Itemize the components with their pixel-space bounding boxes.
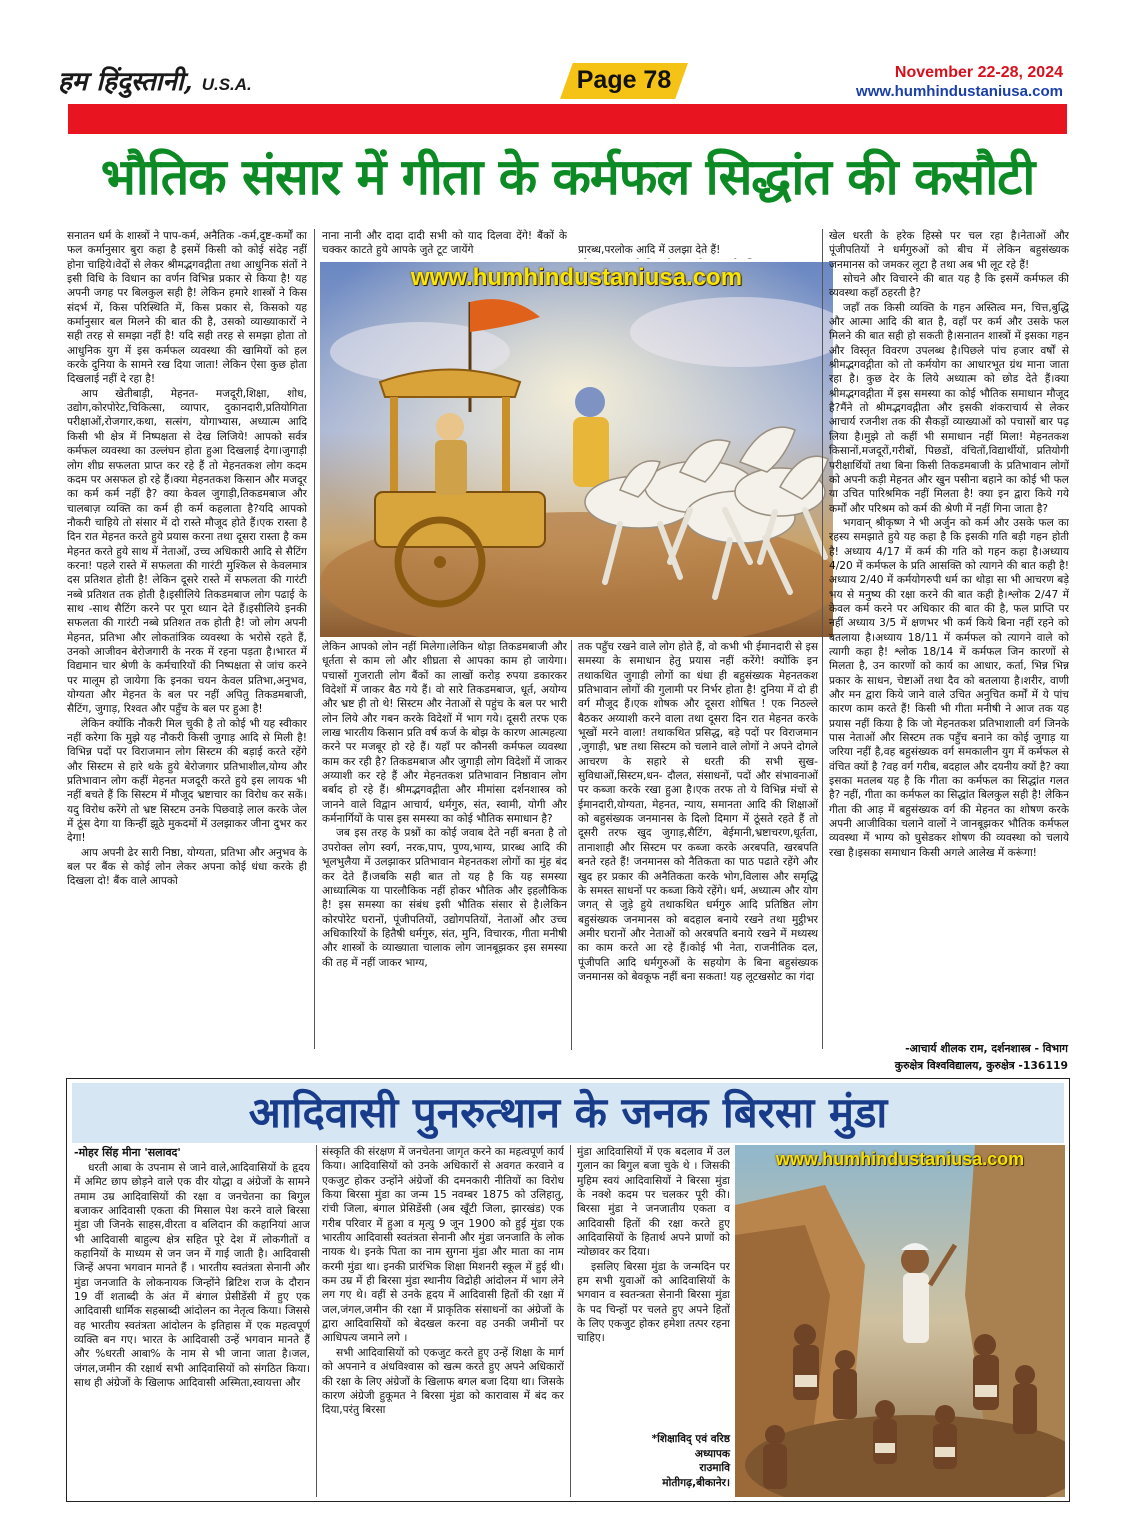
image-watermark: www.humhindustaniusa.com xyxy=(775,1149,1025,1169)
column-divider xyxy=(314,229,315,1049)
signature-line: *शिक्षाविद् एवं वरिष्ठ xyxy=(651,1433,730,1445)
paragraph: लेकिन आपको लोन नहीं मिलेगा।लेकिन थोड़ा तिकडमबाजी और धूर्तता से काम लो और शीघ्रता से आपका काम हो जायेगा। पचासों गुजराती लोग बैंकों का लाखों करोड़ रुपया डकारकर विदेशों में जाकर बैठ गये हैं। वो सारे तिकडमबाज, धूर्त, अयोग्य और भ्रष्ट ही तो थे! सिस्टम और नेताओं से पहुंच के बल पर भारी लोन लिये और गबन करके विदेशों में भाग गये। दूसरी तरफ एक लाख भारतीय किसान प्रति वर्ष कर्ज के बोझ के कारण आत्महत्या करने पर मजबूर हो रहे हैं। यहाँ पर कौनसी कर्मफल व्यवस्था काम कर रही है? तिकडमबाज और जुगाड़ी लोग विदेशों में जाकर अय्याशी कर रहे हैं और मेहनतकश प्रतिभावान निष्ठावान लोग बर्बाद हो रहे हैं। श्रीमद्भगवद्गीता और मीमांसा दर्शनशास्त्र को जानने वाले विद्वान आचार्य, धर्मगुरु, संत, स्वामी, योगी और कर्मनार्गियों के पास इस समस्या का कोई भौतिक समाधान है? xyxy=(322,641,567,826)
paragraph: भगवान् श्रीकृष्ण ने भी अर्जुन को कर्म और उसके फल का रहस्य समझाते हुये यह कहा है कि इसकी गति बड़ी गहन होती है! अध्याय 4/17 में कर्म की गति को गहन कहा है।अध्याय 4/20 में कर्मफल के प्रति आसक्ति को त्यागने की बात कही है! अध्याय 2/40 में कर्मयोगरुपी धर्म का थोड़ा सा भी आचरण बड़े भय से मनुष्य की रक्षा करने की बात कही है।श्लोक 2/47 में केवल कर्म करने पर अधिकार की बात की है, फल प्राप्ति पर नहीं अध्याय 3/5 में क्षणभर भी कर्म किये बिना नहीं रहने को बतलाया है।अध्याय 18/11 में कर्मफल को त्यागने वाले को त्यागी कहा है! श्लोक 18/14 में कर्मफल जिन कारणों से मिलता है, उन कारणों को कार्य का आधार, कर्ता, भिन्न भिन्न प्रकार के साधन, चेष्टाओं तथा दैव को बतलाया है।शरीर, वाणी और मन द्वारा किये जाने वाले उचित अनुचित कर्मों में ये पांच कारण काम करते हैं! किसी भी गीता मनीषी ने आज तक यह प्रयास नहीं किया है कि जो मेहनतकश प्रतिभाशाली वर्ग जिनके पास नेताओं और सिस्टम तक पहुँच बनाने का कोई जुगाड़ या जरिया नहीं है,वह बहुसंख्यक वर्ग समकालीन युग में कर्मफल से वंचित क्यों है ?वह वर्ग गरीब, बदहाल और दयनीय क्यों है? क्या इसका मतलब यह है कि गीता का कर्मफल का सिद्धांत गलत है? नहीं, गीता का कर्मफल का सिद्धांत बिलकुल सही है! लेकिन गीता की आड़ में बहुसंख्यक वर्ग की मेहनत का शोषण करके अपनी आजीविका चलाने वालों ने जानबूझकर भौतिक कर्मफल व्यवस्था में भाग्य को घुसेडकर शोषण की व्यवस्था को चलाये रखा है।इसका समाधान किसी अगले आलेख में करूंगा! xyxy=(829,516,1069,859)
paragraph: आप अपनी ढेर सारी निष्ठा, योग्यता, प्रतिभा और अनुभव के बल पर बैंक से कोई लोन लेकर अपना कोई धंधा करके ही दिखला दो! बैंक वाले आपको xyxy=(67,846,307,888)
image-watermark: www.humhindustaniusa.com xyxy=(410,264,743,291)
article2-headline: आदिवासी पुनरुत्थान के जनक बिरसा मुंडा xyxy=(248,1088,888,1137)
krishna-arjuna-chariot-image xyxy=(320,262,833,637)
paragraph: मुंडा आदिवासियों में एक बदलाव में उल गुलान का बिगुल बजा चुके थे । जिसकी मुहिम स्वयं आदिवासियों ने बिरसा मुंडा के नक्शे कदम पर चलकर पूरी की। बिरसा मुंडा ने जनजातीय एकता व आदिवासी हितों की रक्षा करते हुए आदिवासियों के हितार्थ अपने प्राणों को न्योछावर कर दिया। xyxy=(577,1146,730,1259)
article1-column-2-top xyxy=(322,229,567,259)
website-url[interactable]: www.humhindustaniusa.com xyxy=(856,83,1063,100)
paragraph: संस्कृति की संरक्षण में जनचेतना जागृत करने का महत्वपूर्ण कार्य किया। आदिवासियों को उनके अधिकारों से अवगत करवाने व एकजुट होकर उन्होंने अंग्रेजों की दमनकारी नीतियों का विरोध किया बिरसा मुंडा का जन्म 15 नवम्बर 1875 को उलिहातु, रांची जिला, बंगाल प्रेसिडेंसी (अब खूँटी जिला, झारखंड) एक गरीब परिवार में हुआ व मृत्यु 9 जून 1900 को हुई मुंडा एक भारतीय आदिवासी स्वतंत्रता सेनानी और मुंडा जनजाति के लोक नायक थे। इनके पिता का नाम सुगना मुंडा और माता का नाम करमी मुंडा था। इनकी प्रारंभिक शिक्षा मिशनरी स्कूल में हुई थी। कम उम्र में ही बिरसा मुंडा स्थानीय विद्रोही आंदोलन में भाग लेने लग गए थे। वहीं से उनके हृदय में आदिवासी हितों की रक्षा में जल,जंगल,जमीन की रक्षा में प्राकृतिक संसाधनों का अंग्रेजों के द्वारा आदिवासियों को बेदखल करना वह उनकी जमीनों पर आधिपत्य जमाने लगे । xyxy=(322,1146,564,1345)
paragraph: लेकिन क्योंकि नौकरी मिल चुकी है तो कोई भी यह स्वीकार नहीं करेगा कि मुझे यह नौकरी किसी जुगाड़ आदि से मिली है! विभिन्न पदों पर विराजमान लोग सिस्टम की बड़ाई करते रहेंगे और सिस्टम से हारे थके हुये बेरोजगार प्रतिभाशील,योग्य और प्रतिभावान लोग कहीं मेहनत मजदूरी करते हुये इस लायक भी नहीं बचते हैं कि सिस्टम में मौजूद भ्रष्टाचार का विरोध कर सकें।यदु विरोध करेंगे तो भ्रष्ट सिस्टम उनके पिछवाड़े लाल करके जेल में ठूंस देगा या किन्हीं झूठे मुकदमों में उलझाकर जीना दुभर कर देगा! xyxy=(67,717,307,845)
paragraph: धरती आबा के उपनाम से जाने वाले,आदिवासियों के हृदय में अमिट छाप छोड़ने वाले एक वीर योद्धा व अंग्रेजों के सामने तमाम उम्र आदिवासियों की रक्षा व जनचेतना का बिगुल बजाकर आदिवासी एकता की मिसाल पेश करने वाले बिरसा मुंडा जी जिनके साहस,वीरता व बलिदान की कहानियां आज भी आदिवासी बाहुल्य क्षेत्र सहित पूरे देश में लोकगीतों व कहानियों के माध्यम से जन जन में गाई जाती है। आदिवासी जिन्हें अपना भगवान मानते हैं । भारतीय स्वतंत्रता सेनानी और मुंडा जनजाति के लोकनायक जिन्होंने ब्रिटिश राज के दौरान 19 वीं शताब्दी के अंत में बंगाल प्रेसीडेंसी में हुए एक आदिवासी धार्मिक सहस्राब्दी आंदोलन का नेतृत्व किया। जिससे वह भारतीय स्वतंत्रता आंदोलन के इतिहास में एक महत्वपूर्ण व्यक्ति बन गए। भारत के आदिवासी उन्हें भगवान मानते हैं और %धरती आबा% के नाम से भी जाना जाता है।जल, जंगल,जमीन की रक्षार्थ सभी आदिवासियों को संगठित किया। साथ ही अंग्रेजों के खिलाफ आदिवासी अस्मिता,स्वायत्ता और xyxy=(74,1162,310,1390)
article1-column-2 xyxy=(322,640,567,1060)
article2-author: -मोहर सिंह मीना 'सलावद' xyxy=(74,1146,181,1159)
article1-headline: भौतिक संसार में गीता के कर्मफल सिद्धांत की कसौटी xyxy=(100,148,1035,206)
article2-column-3 xyxy=(577,1145,730,1435)
column-divider xyxy=(571,640,572,1050)
brand-name: हम हिंदुस्तानी, xyxy=(58,67,193,97)
publication-brand xyxy=(58,62,252,98)
paragraph: जब इस तरह के प्रश्नों का कोई जवाब देते नहीं बनता है तो उपरोक्त लोग स्वर्ग, नरक,पाप, पुण्य,भाग्य, प्रारब्ध आदि की भूलभुलैया में उलझाकर प्रतिभावान मेहनतकश लोगों का मुंह बंद कर देते हैं।जबकि सही बात तो यह है कि यह समस्या आध्यात्मिक या पारलौकिक नहीं होकर भौतिक और इहलौकिक है! इस समस्या का संबंध इसी भौतिक संसार से है।लेकिन कोरपोरेट घरानों, पूंजीपतियों, उद्योगपतियों, नेताओं और उच्च अधिकारियों के हितैषी धर्मगुरु, संत, मुनि, विचारक, गीता मनीषी और शास्त्रों के व्याख्याता चालाक लोग जानबूझकर इस समस्या की तह में नहीं जाकर भाग्य, xyxy=(322,827,567,969)
paragraph: तक पहुँच रखने वाले लोग होते हैं, वो कभी भी ईमानदारी से इस समस्या के समाधान हेतु प्रयास नहीं करेंगे! क्योंकि इन तथाकथित जुगाड़ी लोगों का धंधा ही बहुसंख्यक मेहनतकश प्रतिभावान लोगों की गुलामी पर निर्भर होता है! दुनिया में दो ही वर्ग मौजूद हैं।एक शोषक और दूसरा शोषित ! एक निठल्ले बैठकर अय्याशी करने वाला तथा दूसरा दिन रात मेहनत करके भूखों मरने वाला! तथाकथित प्रसिद्ध, बड़े पदों पर विराजमान ,जुगाड़ी, भ्रष्ट तथा सिस्टम को चलाने वाले लोगों ने अपने दोगले आचरण के सहारे से धरती की सभी सुख-सुविधाओं,सिस्टम,धन- दौलत, संसाधनों, पदों और संभावनाओं पर कब्जा करके रखा हुआ है।एक तरफ तो ये विभिन्न मंचों से ईमानदारी,योग्यता, मेहनत, न्याय, समानता आदि की शिक्षाओं को बहुसंख्यक जनमानस के दिलो दिमाग में ठूंसते रहते हैं तो दूसरी तरफ खुद जुगाड़,सैटिंग, बेईमानी,भ्रष्टाचरण,धूर्तता, तानाशाही और सिस्टम पर कब्जा करके अरबपति, खरबपति बनते रहते हैं! जनमानस को नैतिकता का पाठ पढाते रहेंगे और खुद हर प्रकार की अनैतिकता करके भोग,विलास और समृद्धि के समस्त साधनों पर कब्जा किये रहेंगे। धर्म, अध्यात्म और योग जगत् से जुड़े हुये तथाकथित धर्मगुरु आदि प्रतिष्ठित लोग बहुसंख्यक जनमानस को बदहाल बनाये रखने तथा मुट्ठीभर अमीर घरानों और नेताओं को अरबपति बनाये रखने में मध्यस्थ का काम करते आ रहे हैं।कोई भी नेता, राजनीतिक दल, पूंजीपति आदि धर्मगुरुओं के सहयोग के बिना बहुसंख्यक जनमानस को बेवकूफ नहीं बना सकता! यह लूटखसोट का गंदा xyxy=(578,641,818,983)
column-divider xyxy=(570,1145,571,1497)
article1-column-1 xyxy=(67,229,307,1048)
issue-date: November 22-28, 2024 xyxy=(894,64,1063,81)
paragraph: सोचने और विचारने की बात यह है कि इसमें कर्मफल की व्यवस्था कहाँ ठहरती है? xyxy=(829,273,1069,300)
article1-byline xyxy=(822,1040,1068,1074)
birsa-munda-image xyxy=(735,1145,1065,1497)
paragraph: सनातन धर्म के शास्त्रों ने पाप-कर्म, अनैतिक -कर्म,दुष्ट-कर्मों का फल कर्मानुसार बुरा कहा है इसमें किसी को कोई संदेह नहीं होना चाहिये।वेदों से लेकर श्रीमद्भगवद्गीता तथा आधुनिक संतों ने इसी विधि के विधान का वर्णन विभिन्न प्रकार से किया है! यह अपनी जगह पर बिलकुल सही है! लेकिन हमारे शास्त्रों ने किस संदर्भ में, किस परिस्थिति में, किस प्रकार से, किसको यह कर्मानुसार बल मिलने की बात की है, उसको व्याख्याकारों ने सही तरह से समझा नहीं है! यदि सही तरह से समझा होता तो आधुनिक युग में इस कर्मफल व्यवस्था की खामियों को हल करके दुनिया के सामने रख दिया जाता! लेकिन ऐसा कुछ होता दिखलाई नहीं दे रहा है! xyxy=(67,230,307,386)
paragraph: प्रारब्ध,परलोक आदि में उलझा देते हैं! xyxy=(578,244,721,257)
chariot-painting xyxy=(320,262,833,637)
article2-column-1 xyxy=(74,1161,310,1497)
article1-column-4 xyxy=(829,229,1069,1037)
signature-line: अध्यापक xyxy=(694,1447,730,1460)
paragraph: सभी आदिवासियों को एकजुट करते हुए उन्हें शिक्षा के मार्ग को अपनाने व अंधविश्वास को खत्म करते हुए अपने अधिकारों की रक्षा के लिए अंग्रेजों के खिलाफ बगल बजा दिया था। जिसके कारण अंग्रेजी हुकूमत ने बिरसा मुंडा को कारावास में बंद कर दिया,परंतु बिरसा xyxy=(322,1346,564,1417)
byline-author: -आचार्य शीलक राम, दर्शनशास्त्र - विभाग xyxy=(905,1042,1068,1055)
signature-line: राउमावि xyxy=(699,1462,730,1474)
brand-suffix: U.S.A. xyxy=(201,75,252,94)
paragraph: खेल धरती के हरेक हिस्से पर चल रहा है।नेताओं और पूंजीपतियों ने धर्मगुरुओं को बीच में लेकिन बहुसंख्यक जनमानस को जमकर लूटा है तथा अब भी लूट रहे हैं! xyxy=(829,230,1069,271)
article1-column-3-top xyxy=(578,229,823,259)
signature-line: मोतीगढ़,बीकानेर। xyxy=(662,1476,730,1489)
paragraph: आप खेतीबाड़ी, मेहनत- मजदूरी,शिक्षा, शोध, उद्योग,कोरपोरेट,चिकित्सा, व्यापार, दुकानदारी,प्रतियोगिता परीक्षाओं,रोजगार,कथा, सत्संग, योगाभ्यास, अध्यात्म आदि किसी भी क्षेत्र में निष्पक्षता से देख लिजिये! आपको सर्वत्र कर्मफल व्यवस्था का उल्लंघन होता हुआ दिखलाई देगा।जुगाड़ी लोग शीघ्र सफलता प्राप्त कर रहे हैं तो मेहनतकश लोग कदम कदम पर असफल हो रहे हैं।क्या मेहनतकश किसान और मजदूर का कर्म कर्म नहीं है? क्या केवल जुगाड़ी,तिकडमबाज और चालबाज़ व्यक्ति का कर्म ही कर्म कहलाता है?यदि आपको नौकरी चाहिये तो संसार में दो रास्ते मौजूद होते हैं।एक रास्ता है दिन रात मेहनत करते हुये प्रयास करना तथा दूसरा रास्ता है कम मेहनत करते हुये साथ में नेताओं, उच्च अधिकारी आदि से सैटिंग करना! पहले रास्ते में सफलता की गारंटी मुश्किल से केवलमात्र दस प्रतिशत होती है! लेकिन दूसरे रास्ते में सफलता की गारंटी नब्बे प्रतिशत तक होती है।इसीलिये तिकडमबाज लोग पढाई के साथ -साथ सैटिंग करने पर पूरा ध्यान देते हैं।इसीलिये इनकी सफलता की गारंटी नब्बे प्रतिशत तक होती है! जो लोग अपनी मेहनत, प्रतिभा और लोकतांत्रिक व्यवस्था के भरोसे रहते हैं, उनको आजीवन बेरोजगारी के नरक में रहना पड़ता है।भारत में विद्यमान चार श्रेणी के कर्मचारियों की निष्पक्षता से जांच करने पर मालूम हो जायेगा कि इनका चयन केवल प्रतिभा,अनुभव, योग्यता और मेहनत के बल पर नहीं अपितु तिकडमबाजी, सैटिंग, जुगाड़, रिश्वत और पहुँच के बल पर हुआ है! xyxy=(67,387,307,716)
paragraph: नाना नानी और दादा दादी सभी को याद दिलवा देंगे! बैंकों के चक्कर काटते हुये आपके जुते टूट जायेंगे xyxy=(322,230,567,257)
paragraph: जहाँ तक किसी व्यक्ति के गहन अस्तित्व मन, चित्त,बुद्धि और आत्मा आदि की बात है, वहाँ पर कर्म और उसके फल मिलने की बात सही हो सकती है।सनातन शास्त्रों में इसका गहन और विस्तृत विवरण उपलब्ध है।पिछले पांच हजार वर्षों से श्रीमद्भगवद्गीता को तो कर्मयोग का आधारभूत ग्रंथ माना जाता रहा है। कुछ देर के लिये अध्यात्म को छोड देते हैं।क्या श्रीमद्भगवद्गीता में इस समस्या का कोई भौतिक समाधान मौजूद है?मैंने तो श्रीमद्भगवद्गीता और इसकी शंकराचार्य से लेकर आचार्य रजनीश तक की सैकड़ों व्याख्याओं को पचासों बार पढ़ लिया है।मुझे तो कहीं भी समाधान नहीं मिला! मेहनतकश किसानों,मजदूरों,गरीबों, पिछडों, वंचितों,विद्यार्थीयों, प्रतियोगी परीक्षार्थियों तथा बिना किसी तिकडमबाजी के प्रतिभावान लोगों को अपनी कड़ी मेहनत और खुन पसीना बहाने का कोई भी फल या उचित पारिश्रमिक नहीं मिलता है! क्या इन द्वारा किये गये कर्मों और परिश्रम को कर्म की श्रेणी में नहीं गिना जाता है? xyxy=(829,301,1069,515)
column-divider xyxy=(822,229,823,1049)
byline-affiliation: कुरुक्षेत्र विश्वविद्यालय, कुरुक्षेत्र -136119 xyxy=(894,1059,1068,1072)
article2-signature xyxy=(577,1432,730,1490)
article1-column-3 xyxy=(578,640,818,1060)
page-number: Page 78 xyxy=(576,66,672,94)
column-divider xyxy=(316,1145,317,1497)
article2-column-2 xyxy=(322,1145,564,1497)
header-red-bar xyxy=(68,104,1067,134)
birsa-munda-painting xyxy=(735,1145,1065,1497)
paragraph: इसलिए बिरसा मुंडा के जन्मदिन पर हम सभी युवाओं को आदिवासियों के भगवान व स्वतन्त्रता सेनानी बिरसा मुंडा के पद चिन्हों पर चलते हुए अपने हितों के लिए एकजुट होकर हमेशा तत्पर रहना चाहिए। xyxy=(577,1260,730,1345)
